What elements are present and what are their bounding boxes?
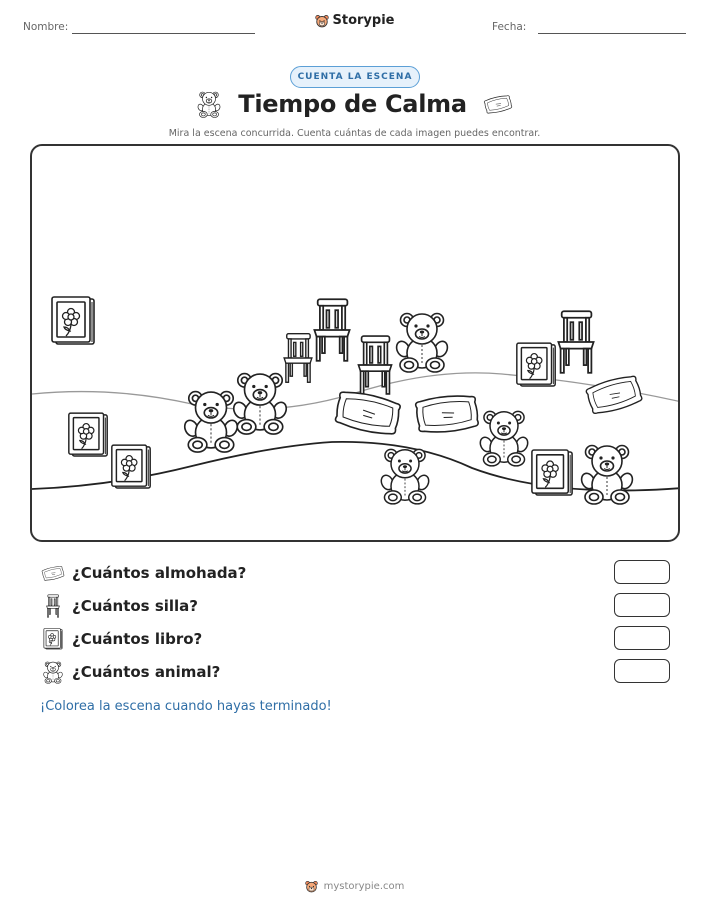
book-icon (112, 445, 150, 488)
teddy-bear-icon (478, 411, 530, 466)
question-row-animal (40, 659, 670, 685)
book-icon (40, 626, 66, 652)
instructions: Mira la escena concurrida. Cuenta cuántas de cada imagen puedes encontrar. (168, 128, 541, 139)
title-row (0, 90, 709, 118)
chair-icon (358, 336, 391, 394)
brand-logo (0, 13, 709, 28)
answer-box[interactable] (614, 659, 670, 683)
coloring-note: ¡Colorea la escena cuando hayas terminado! (40, 699, 332, 714)
chair-icon (558, 311, 593, 373)
scene-illustration (32, 146, 680, 542)
name-field[interactable] (72, 33, 255, 34)
teddy-bear-icon (394, 314, 450, 373)
mascot-icon (315, 14, 329, 28)
question-row-book (40, 626, 670, 652)
brand-name: Storypie (332, 13, 395, 28)
question-text: ¿Cuántos silla? (72, 597, 198, 615)
teddy-bear-icon (182, 392, 239, 452)
teddy-bear-icon (379, 449, 431, 504)
book-icon (517, 343, 555, 386)
book-icon (532, 450, 572, 495)
date-field[interactable] (538, 33, 686, 34)
answer-box[interactable] (614, 626, 670, 650)
activity-badge: CUENTA LA ESCENA (290, 66, 420, 88)
teddy-bear-icon (196, 90, 222, 118)
teddy-bear-icon (40, 659, 66, 685)
pillow-icon (585, 373, 643, 418)
page-title: Tiempo de Calma (238, 90, 467, 118)
book-icon (69, 413, 107, 456)
pillow-icon (40, 560, 66, 586)
question-row-chair (40, 593, 670, 619)
answer-box[interactable] (614, 560, 670, 584)
question-text: ¿Cuántos libro? (72, 630, 203, 648)
chair-icon (40, 593, 66, 619)
book-icon (52, 297, 94, 344)
teddy-bear-icon (579, 446, 635, 505)
answer-box[interactable] (614, 593, 670, 617)
chair-icon (284, 334, 312, 383)
question-text: ¿Cuántos animal? (72, 663, 221, 681)
counting-scene (30, 144, 680, 542)
question-text: ¿Cuántos almohada? (72, 564, 247, 582)
question-row-pillow (40, 560, 670, 586)
chair-icon (314, 299, 349, 361)
pillow-icon (415, 392, 479, 435)
footer-brand (0, 880, 709, 893)
website-link[interactable]: mystorypie.com (323, 881, 405, 892)
pillow-icon (334, 390, 401, 436)
pillow-icon (481, 90, 515, 117)
date-label: Fecha: (492, 21, 527, 33)
name-label: Nombre: (23, 21, 69, 33)
teddy-bear-icon (231, 374, 288, 434)
mascot-icon (305, 880, 318, 893)
